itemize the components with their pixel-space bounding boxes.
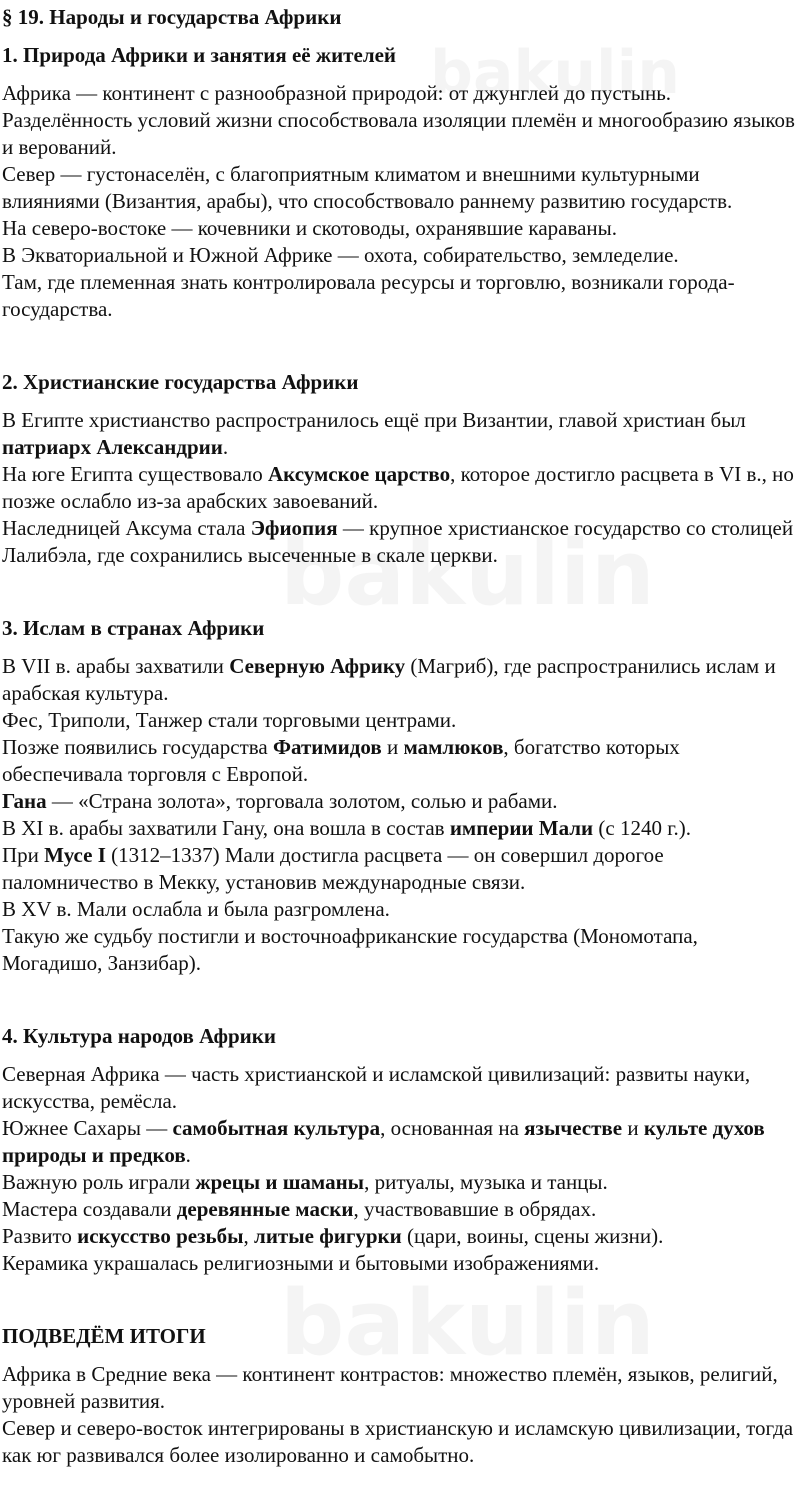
paragraph: Развито искусство резьбы, литые фигурки (цари, воины, сцены жизни). <box>2 1224 664 1248</box>
paragraph: Гана — «Страна золота», торговала золотом, солью и рабами. <box>2 789 558 813</box>
bold-term: Гана <box>2 789 47 813</box>
paragraph: Мастера создавали деревянные маски, участвовавшие в обрядах. <box>2 1197 597 1221</box>
bold-term: язычестве <box>524 1116 623 1140</box>
paragraph: Там, где племенная знать контролировала ресурсы и торговлю, возникали города-государства. <box>2 270 735 321</box>
section-heading: ПОДВЕДЁМ ИТОГИ <box>2 1324 206 1348</box>
paragraph: В Египте христианство распространилось ещё при Византии, главой христиан был патриарх Александрии. <box>2 408 746 459</box>
paragraph: В Экваториальной и Южной Африке — охота, собирательство, земледелие. <box>2 243 679 267</box>
bold-term: Аксумское царство <box>267 462 451 486</box>
document-body <box>2 40 800 1469</box>
bold-term: жрецы и шаманы <box>195 1170 365 1194</box>
paragraph: Южнее Сахары — самобытная культура, основанная на язычестве и культе духов природы и предков. <box>2 1116 765 1167</box>
section-heading: 2. Христианские государства Африки <box>2 370 359 394</box>
paragraph: Север и северо-восток интегрированы в христианскую и исламскую цивилизации, тогда как юг развивался более изолированно и самобытно. <box>2 1416 794 1467</box>
bold-term: самобытная культура <box>172 1116 381 1140</box>
paragraph: Север — густонаселён, с благоприятным климатом и внешними культурными влияниями (Византия, арабы), что способствовало раннему развитию государств. <box>2 162 733 213</box>
bold-term: Мусе I <box>44 843 106 867</box>
section-2 <box>2 367 800 569</box>
bold-term: Эфиопия <box>250 516 338 540</box>
paragraph: На северо-востоке — кочевники и скотоводы, охранявшие караваны. <box>2 216 618 240</box>
paragraph: Фес, Триполи, Танжер стали торговыми центрами. <box>2 708 457 732</box>
paragraph: В XI в. арабы захватили Гану, она вошла в состав империи Мали (с 1240 г.). <box>2 816 691 840</box>
bold-term: искусство резьбы <box>77 1224 244 1248</box>
section-heading: 3. Ислам в странах Африки <box>2 616 265 640</box>
page-title: § 19. Народы и государства Африки <box>2 5 342 29</box>
paragraph: В XV в. Мали ослабла и была разгромлена. <box>2 897 390 921</box>
paragraph: При Мусе I (1312–1337) Мали достигла расцвета — он совершил дорогое паломничество в Мекку, установив международные связи. <box>2 843 664 894</box>
paragraph: В VII в. арабы захватили Северную Африку (Магриб), где распространились ислам и арабская культура. <box>2 654 776 705</box>
paragraph: Такую же судьбу постигли и восточноафриканские государства (Мономотапа, Могадишо, Занзибар). <box>2 924 698 975</box>
section-1 <box>2 40 800 323</box>
bold-term: империи Мали <box>449 816 594 840</box>
section-4 <box>2 1021 800 1277</box>
bold-term: мамлюков <box>403 735 504 759</box>
paragraph: Африка — континент с разнообразной природой: от джунглей до пустынь. <box>2 81 672 105</box>
bold-term: патриарх Александрии <box>2 435 223 459</box>
section-3 <box>2 613 800 977</box>
bold-term: деревянные маски <box>176 1197 354 1221</box>
bold-term: культе духов природы и предков <box>2 1116 765 1167</box>
paragraph: Разделённость условий жизни способствовала изоляции племён и многообразию языков и верований. <box>2 108 795 159</box>
paragraph: Наследницей Аксума стала Эфиопия — крупное христианское государство со столицей Лалибэла, где сохранились высеченные в скале церкви. <box>2 516 794 567</box>
bold-term: Северную Африку <box>229 654 406 678</box>
section-heading: 1. Природа Африки и занятия её жителей <box>2 43 397 67</box>
section-heading: 4. Культура народов Африки <box>2 1024 276 1048</box>
paragraph: На юге Египта существовало Аксумское царство, которое достигло расцвета в VI в., но позже ослабло из-за арабских завоеваний. <box>2 462 794 513</box>
bold-term: литые фигурки <box>254 1224 402 1248</box>
paragraph: Керамика украшалась религиозными и бытовыми изображениями. <box>2 1251 600 1275</box>
paragraph: Африка в Средние века — континент контрастов: множество племён, языков, религий, уровней развития. <box>2 1362 778 1413</box>
section-5 <box>2 1321 800 1469</box>
paragraph: Позже появились государства Фатимидов и мамлюков, богатство которых обеспечивала торговля с Европой. <box>2 735 680 786</box>
paragraph: Важную роль играли жрецы и шаманы, ритуалы, музыка и танцы. <box>2 1170 608 1194</box>
paragraph: Северная Африка — часть христианской и исламской цивилизаций: развиты науки, искусства, ремёсла. <box>2 1062 751 1113</box>
bold-term: Фатимидов <box>272 735 382 759</box>
